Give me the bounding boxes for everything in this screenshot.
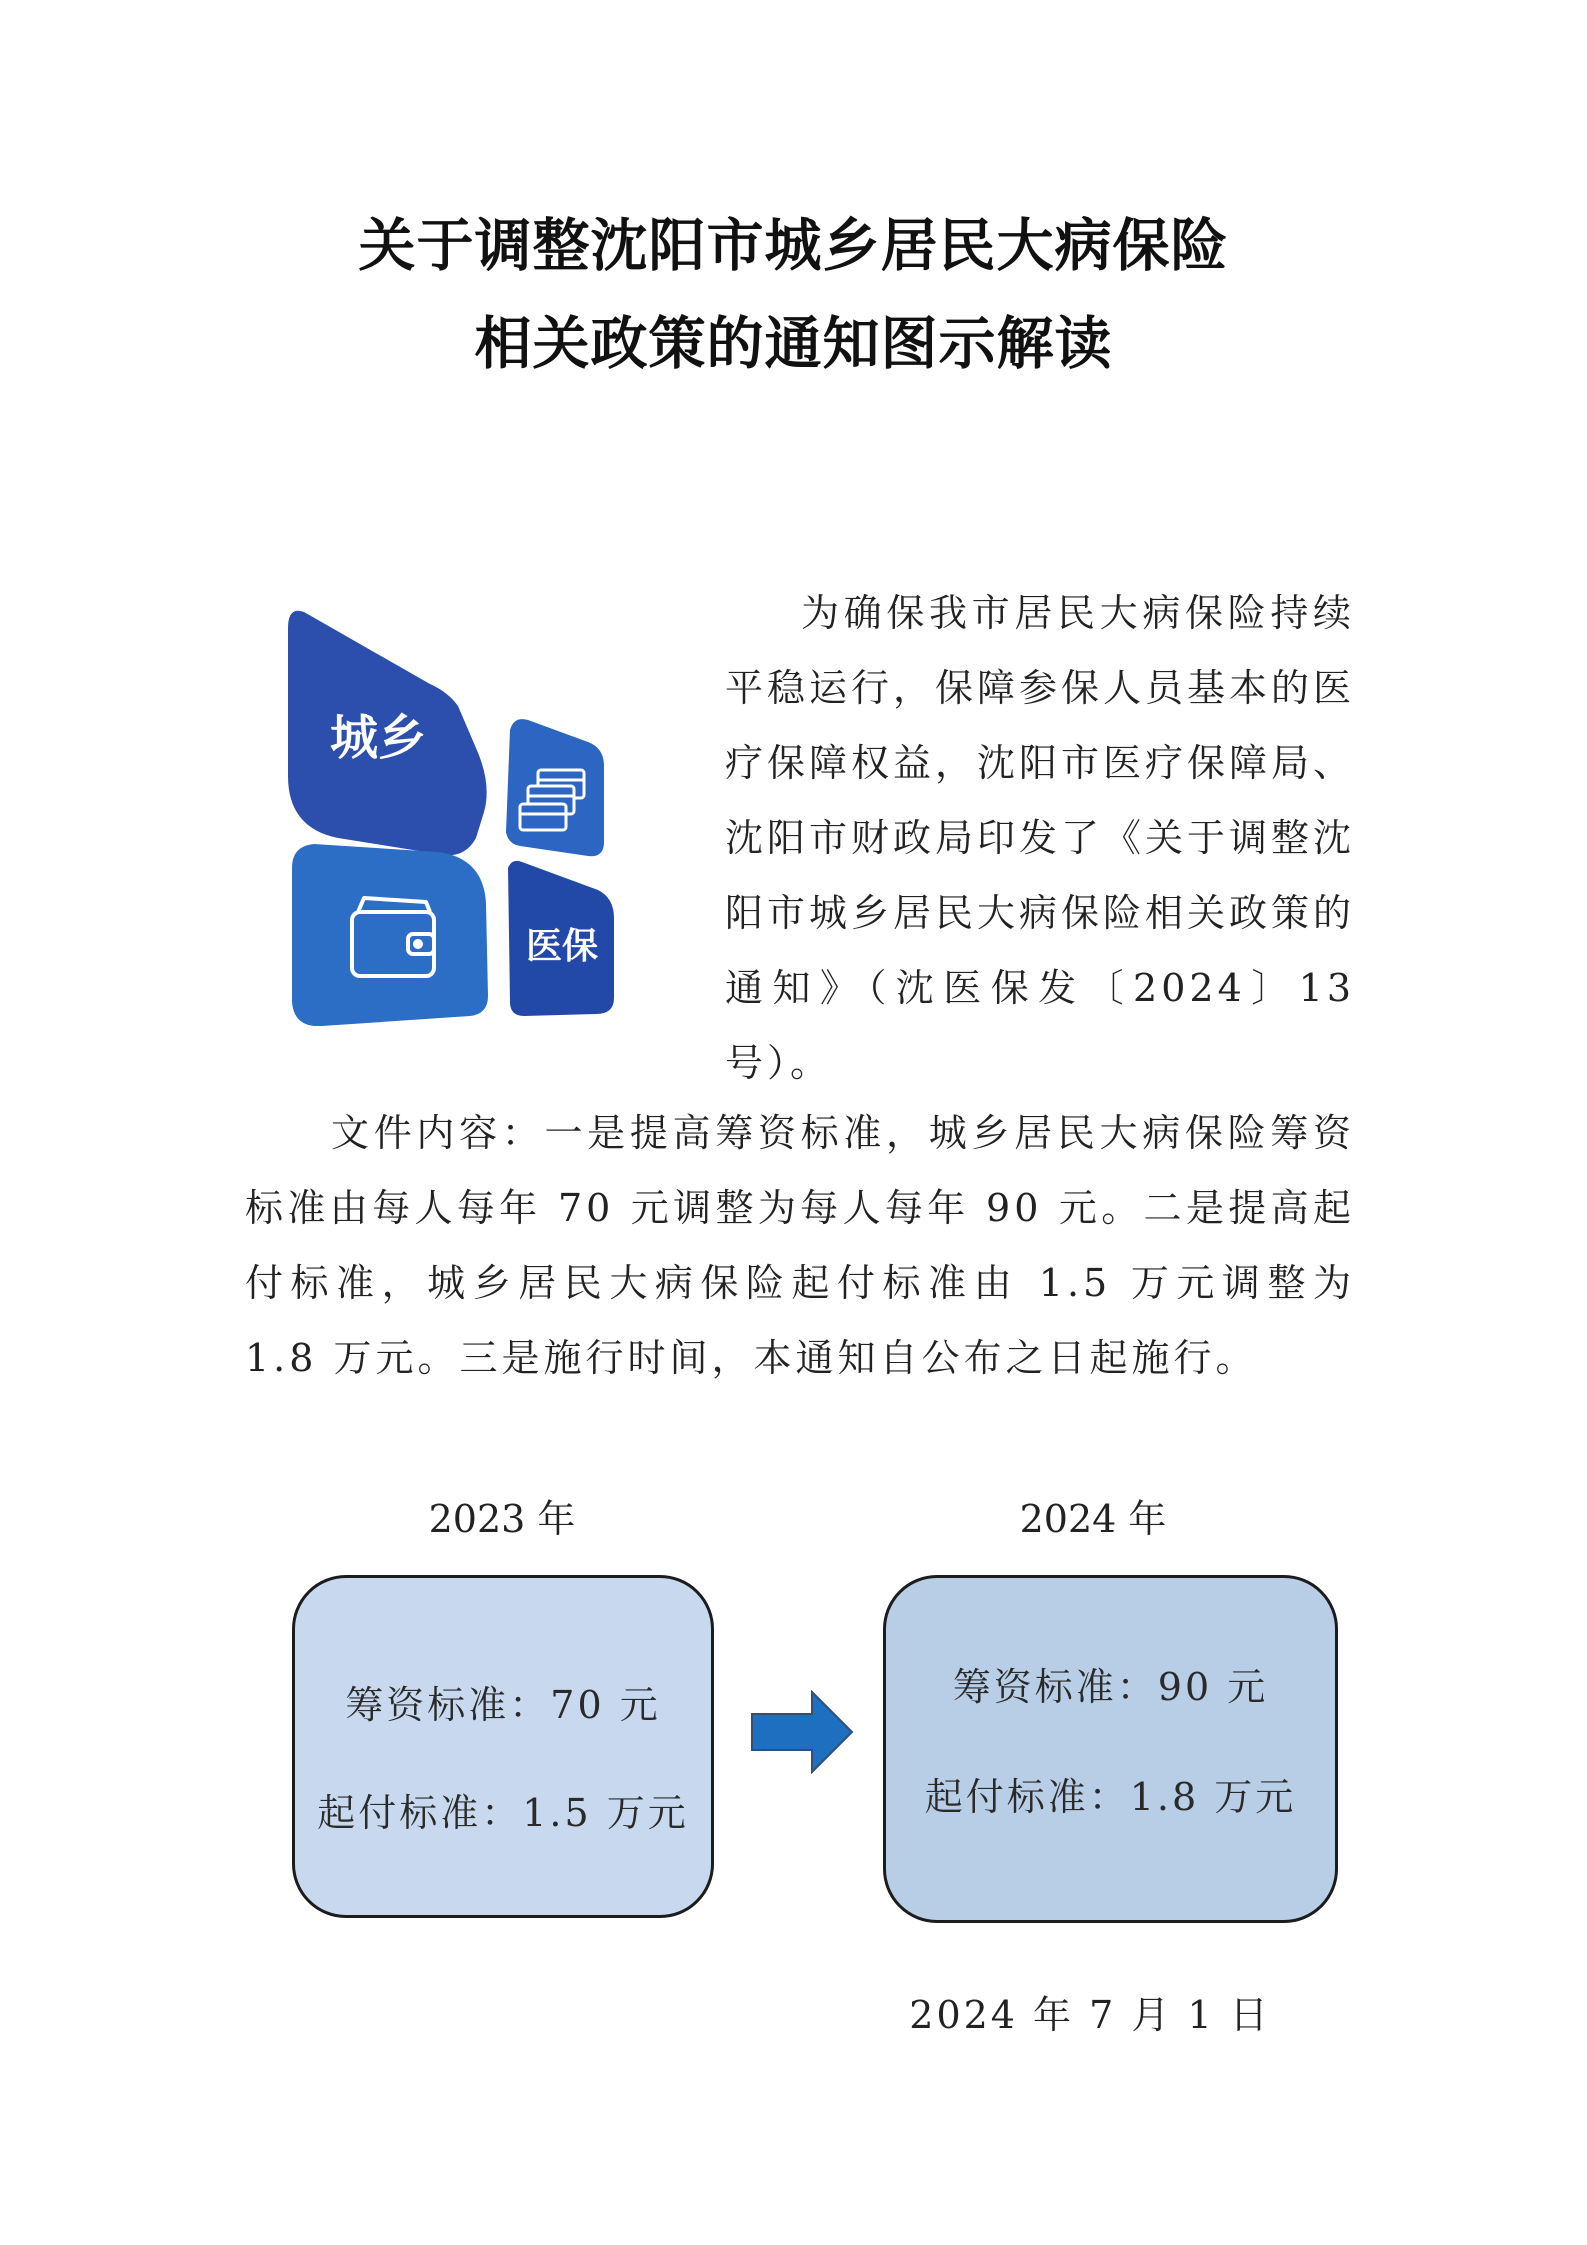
publish-date: 2024 年 7 月 1 日	[909, 1993, 1271, 2037]
intro-paragraph-block	[725, 576, 1355, 1101]
intro-paragraph: 为确保我市居民大病保险持续平稳运行，保障参保人员基本的医疗保障权益，沈阳市医疗保障局、沈阳市财政局印发了《关于调整沈阳市城乡居民大病保险相关政策的通知》（沈医保发〔2024〕13 号）。	[725, 591, 1356, 1085]
content-paragraph-block	[245, 1096, 1355, 1396]
page-title-line2: 相关政策的通知图示解读	[474, 310, 1113, 377]
page-title-line1: 关于调整沈阳市城乡居民大病保险	[358, 212, 1229, 279]
year-label-2023: 2023 年	[428, 1497, 576, 1541]
logo-top-text: 城乡	[329, 710, 427, 766]
right-arrow-icon	[750, 1690, 854, 1774]
funding-standard-2024: 筹资标准：90 元	[952, 1665, 1269, 1709]
comparison-box-2023	[292, 1575, 714, 1918]
threshold-standard-2023: 起付标准：1.5 万元	[317, 1791, 689, 1835]
logo-bottom-text: 医保	[525, 926, 599, 967]
logo-bottom-left-tile	[292, 844, 488, 1026]
threshold-standard-2024: 起付标准：1.8 万元	[924, 1775, 1297, 1819]
funding-standard-2023: 筹资标准：70 元	[345, 1683, 661, 1727]
content-paragraph: 文件内容：一是提高筹资标准，城乡居民大病保险筹资标准由每人每年 70 元调整为每人每年 90 元。二是提高起付标准，城乡居民大病保险起付标准由 1.5 万元调整为 1.8 万元。三是施行时间，本通知自公布之日起施行。	[245, 1111, 1355, 1380]
year-label-2024: 2024 年	[1019, 1497, 1167, 1541]
urban-rural-medical-insurance-logo	[288, 606, 628, 1026]
comparison-box-2024	[883, 1575, 1338, 1923]
